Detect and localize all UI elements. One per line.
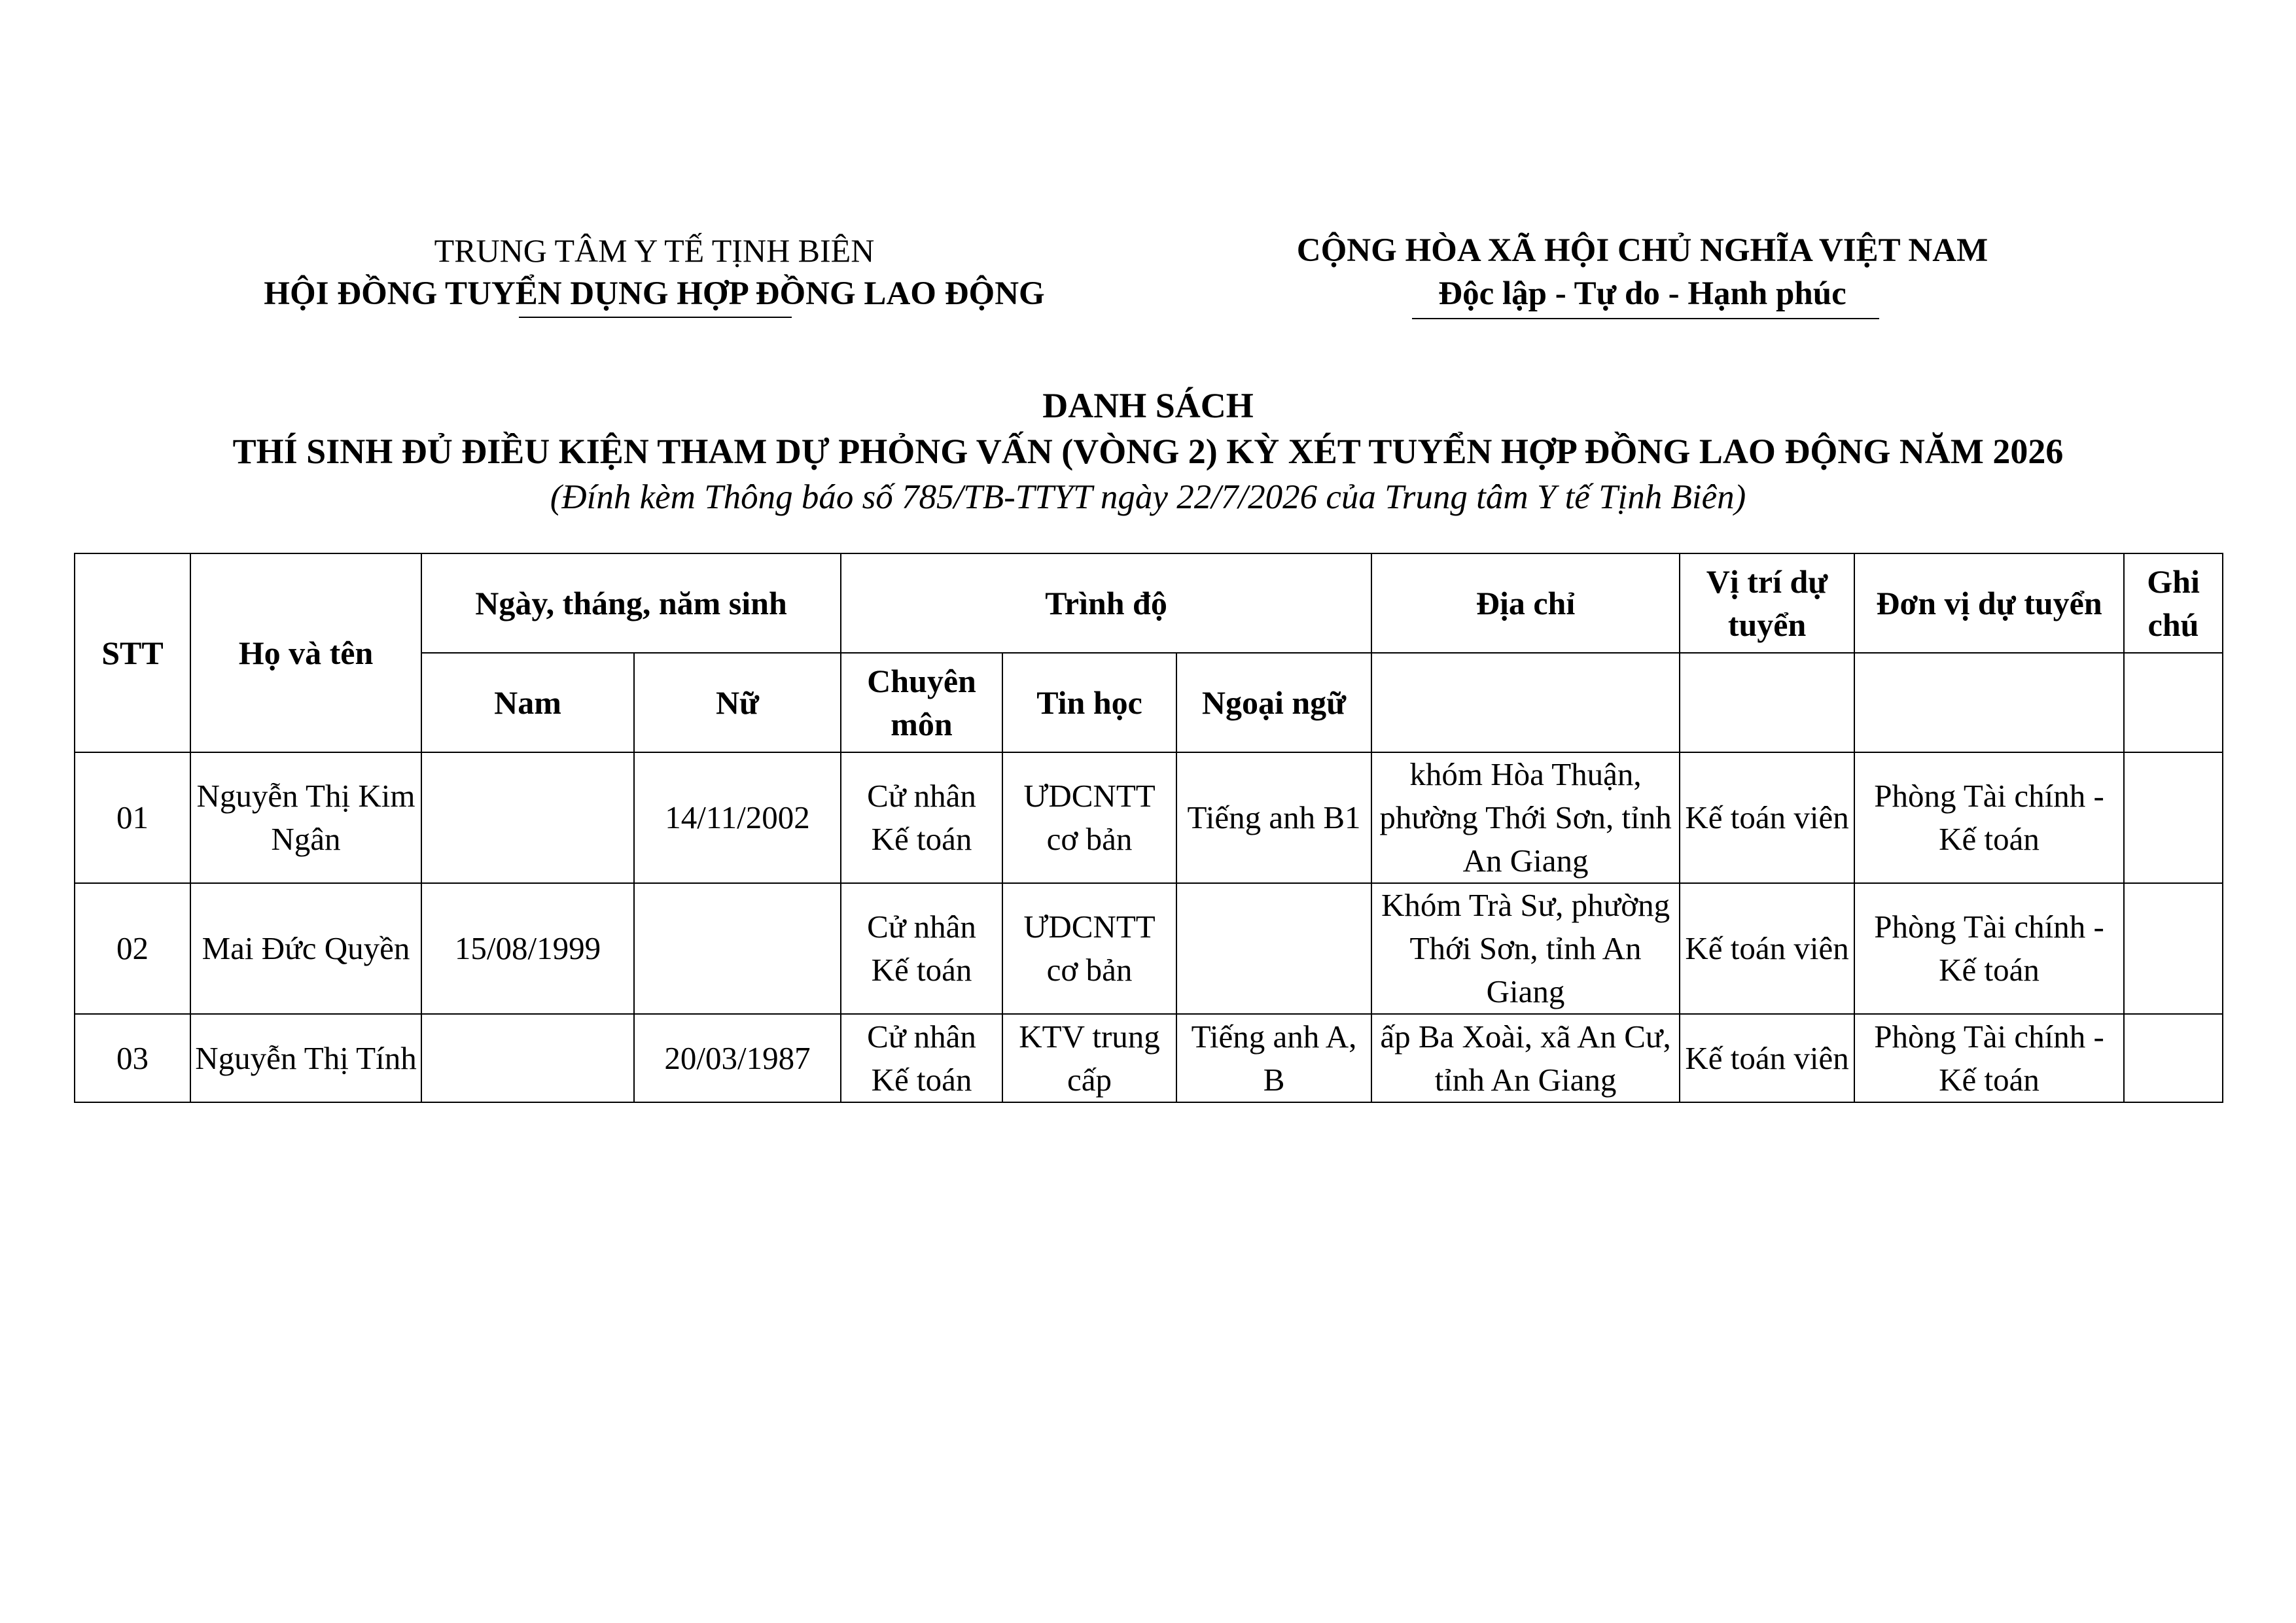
document-title: DANH SÁCH [1042, 386, 1254, 425]
cell-position: Kế toán viên [1680, 752, 1854, 883]
cell-specialty: Cử nhân Kế toán [841, 752, 1002, 883]
cell-stt: 01 [75, 752, 190, 883]
cell-unit: Phòng Tài chính - Kế toán [1854, 752, 2124, 883]
col-header-address-blank [1371, 653, 1680, 752]
cell-stt: 03 [75, 1014, 190, 1102]
country-name: CỘNG HÒA XÃ HỘI CHỦ NGHĨA VIỆT NAM [1296, 232, 1988, 269]
table-header-row-1 [75, 553, 2223, 653]
cell-language: Tiếng anh A, B [1176, 1014, 1371, 1102]
col-header-female: Nữ [634, 653, 841, 752]
cell-name: Mai Đức Quyền [190, 883, 421, 1014]
col-header-male: Nam [421, 653, 634, 752]
col-header-it: Tin học [1002, 653, 1176, 752]
cell-specialty: Cử nhân Kế toán [841, 883, 1002, 1014]
col-header-level: Trình độ [841, 553, 1371, 653]
cell-note [2124, 1014, 2223, 1102]
cell-name: Nguyễn Thị Tính [190, 1014, 421, 1102]
cell-address: Khóm Trà Sư, phường Thới Sơn, tỉnh An Giang [1371, 883, 1680, 1014]
col-header-specialty: Chuyên môn [841, 653, 1002, 752]
col-header-dob: Ngày, tháng, năm sinh [421, 553, 841, 653]
cell-female-dob [634, 883, 841, 1014]
document-title-block [0, 383, 2296, 520]
col-header-unit: Đơn vị dự tuyển [1854, 553, 2124, 653]
cell-stt: 02 [75, 883, 190, 1014]
col-header-position: Vị trí dự tuyển [1680, 553, 1854, 653]
cell-it: ƯDCNTT cơ bản [1002, 752, 1176, 883]
col-header-address: Địa chỉ [1371, 553, 1680, 653]
cell-language: Tiếng anh B1 [1176, 752, 1371, 883]
document-attachment-note: (Đính kèm Thông báo số 785/TB-TTYT ngày 22/7/2026 của Trung tâm Y tế Tịnh Biên) [550, 478, 1746, 516]
cell-note [2124, 883, 2223, 1014]
col-header-note: Ghi chú [2124, 553, 2223, 653]
col-header-unit-blank [1854, 653, 2124, 752]
cell-specialty: Cử nhân Kế toán [841, 1014, 1002, 1102]
cell-female-dob: 20/03/1987 [634, 1014, 841, 1102]
cell-male-dob [421, 752, 634, 883]
header-left-underline [519, 317, 792, 318]
cell-name: Nguyễn Thị Kim Ngân [190, 752, 421, 883]
table-row [75, 752, 2223, 883]
table-row [75, 1014, 2223, 1102]
national-motto: Độc lập - Tự do - Hạnh phúc [1438, 275, 1846, 312]
cell-male-dob [421, 1014, 634, 1102]
cell-male-dob: 15/08/1999 [421, 883, 634, 1014]
cell-language [1176, 883, 1371, 1014]
col-header-position-blank [1680, 653, 1854, 752]
cell-address: ấp Ba Xoài, xã An Cư, tỉnh An Giang [1371, 1014, 1680, 1102]
col-header-note-blank [2124, 653, 2223, 752]
col-header-name: Họ và tên [190, 553, 421, 752]
candidate-table [74, 553, 2223, 1103]
cell-female-dob: 14/11/2002 [634, 752, 841, 883]
col-header-language: Ngoại ngữ [1176, 653, 1371, 752]
cell-position: Kế toán viên [1680, 883, 1854, 1014]
cell-unit: Phòng Tài chính - Kế toán [1854, 1014, 2124, 1102]
col-header-stt: STT [75, 553, 190, 752]
organization-name: TRUNG TÂM Y TẾ TỊNH BIÊN [434, 232, 875, 269]
cell-position: Kế toán viên [1680, 1014, 1854, 1102]
document-subtitle: THÍ SINH ĐỦ ĐIỀU KIỆN THAM DỰ PHỎNG VẤN (VÒNG 2) KỲ XÉT TUYỂN HỢP ĐỒNG LAO ĐỘNG NĂM 2026 [232, 432, 2064, 471]
table-row [75, 883, 2223, 1014]
cell-unit: Phòng Tài chính - Kế toán [1854, 883, 2124, 1014]
cell-address: khóm Hòa Thuận, phường Thới Sơn, tỉnh An Giang [1371, 752, 1680, 883]
cell-it: KTV trung cấp [1002, 1014, 1176, 1102]
council-name: HỘI ĐỒNG TUYỂN DỤNG HỢP ĐỒNG LAO ĐỘNG [264, 275, 1045, 312]
cell-it: ƯDCNTT cơ bản [1002, 883, 1176, 1014]
header-right [1178, 229, 2107, 315]
header-left [196, 229, 1112, 315]
header-right-underline [1412, 318, 1879, 319]
cell-note [2124, 752, 2223, 883]
